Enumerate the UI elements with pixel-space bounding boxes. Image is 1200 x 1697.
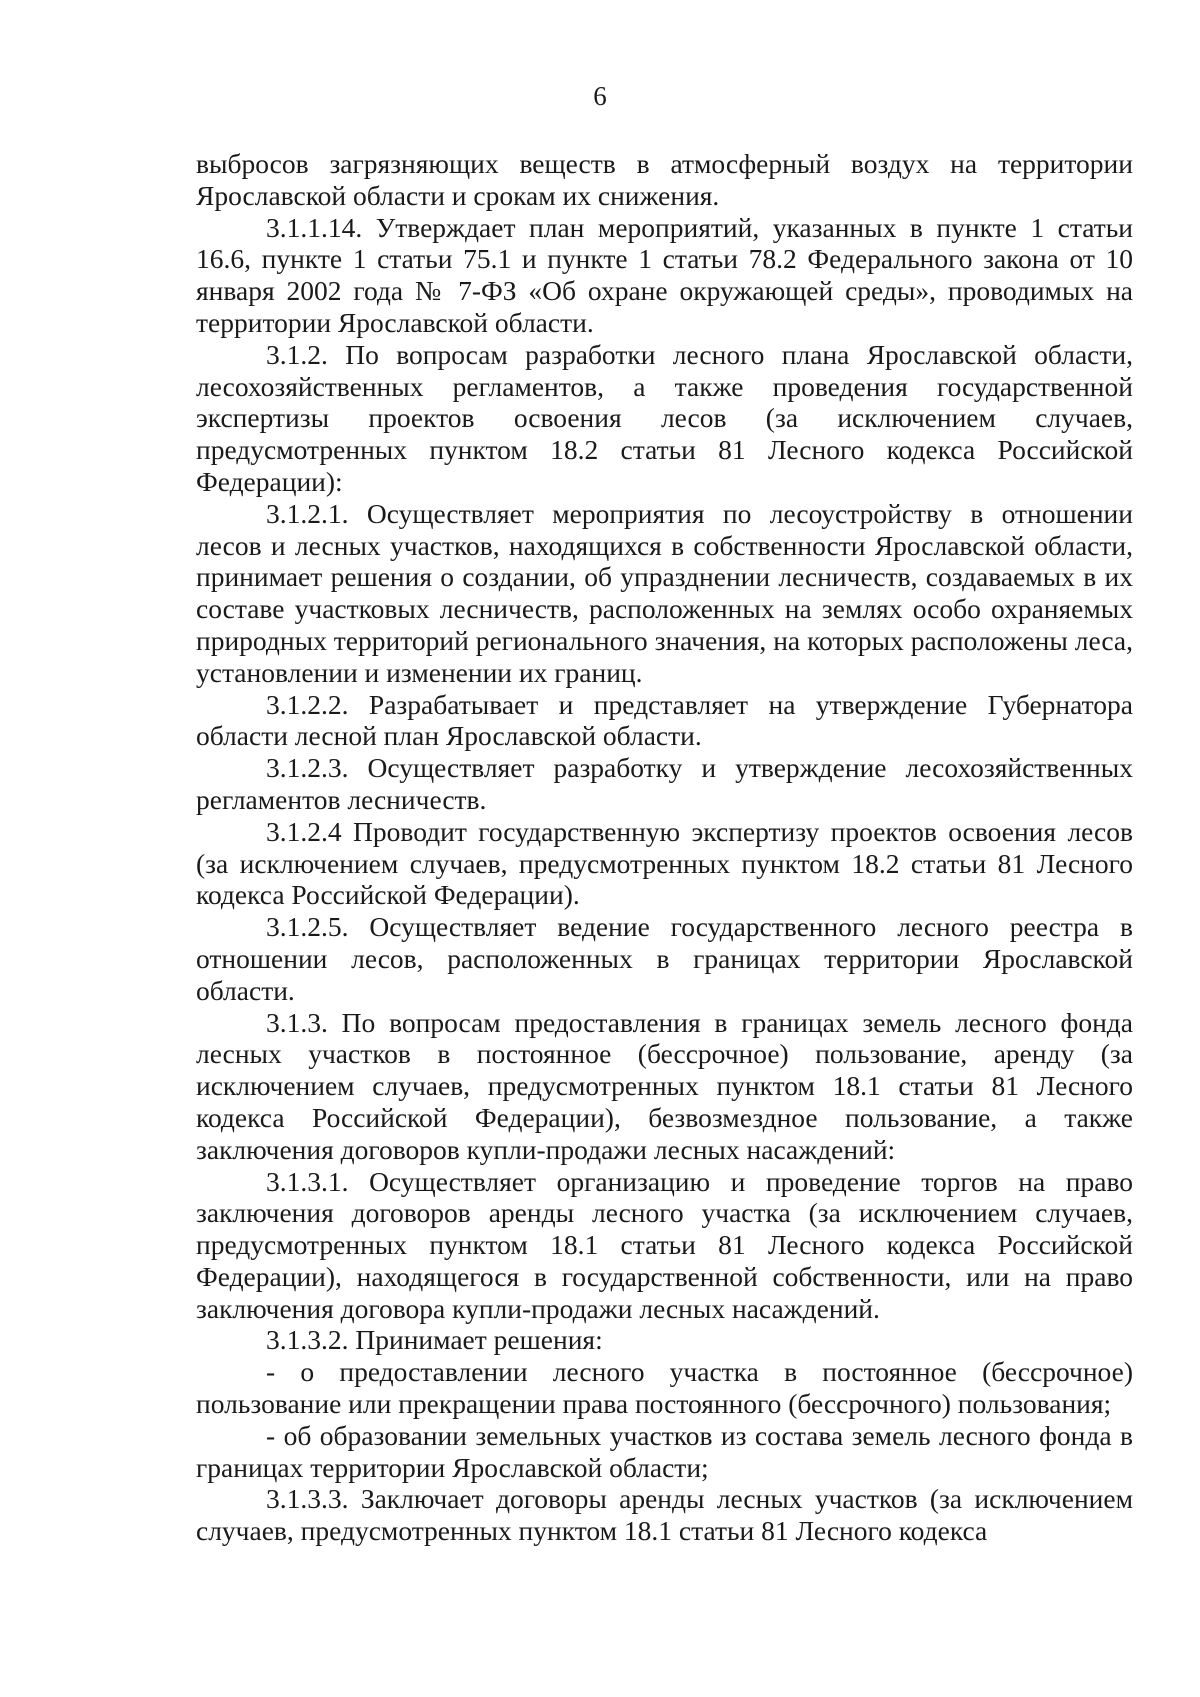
paragraph: - об образовании земельных участков из состава земель лесного фонда в границах территории Ярославской области; xyxy=(196,1419,1133,1483)
paragraph: 3.1.2.3. Осуществляет разработку и утверждение лесохозяйственных регламентов лесничеств. xyxy=(196,752,1133,815)
paragraph: 3.1.2. По вопросам разработки лесного плана Ярославской области, лесохозяйственных регламентов, а также проведения государственной экспертизы проектов освоения лесов (за исключением случаев, предусмотренных пунктом 18.2 статьи 81 Лесного кодекса Российской Федерации): xyxy=(196,338,1133,497)
paragraph: 3.1.2.2. Разрабатывает и представляет на утверждение Губернатора области лесной план Ярославской области. xyxy=(196,688,1133,752)
paragraph: - о предоставлении лесного участка в постоянное (бессрочное) пользование или прекращении права постоянного (бессрочного) пользования; xyxy=(196,1356,1133,1420)
paragraph: 3.1.3.1. Осуществляет организацию и проведение торгов на право заключения договоров аренды лесного участка (за исключением случаев, предусмотренных пунктом 18.1 статьи 81 Лесного кодекса Российской Федерации), находящегося в государственной собственности, или на право заключения договора купли-продажи лесных насаждений. xyxy=(196,1165,1133,1324)
paragraph: 3.1.1.14. Утверждает план мероприятий, указанных в пункте 1 статьи 16.6, пункте 1 статьи 75.1 и пункте 1 статьи 78.2 Федерального закона от 10 января 2002 года № 7-ФЗ «Об охране окружающей среды», проводимых на территории Ярославской области. xyxy=(196,211,1133,338)
document-body xyxy=(196,148,1133,1547)
paragraph: 3.1.2.4 Проводит государственную экспертизу проектов освоения лесов (за исключением случаев, предусмотренных пунктом 18.2 статьи 81 Лесного кодекса Российской Федерации). xyxy=(196,815,1133,911)
paragraph: 3.1.3. По вопросам предоставления в границах земель лесного фонда лесных участков в постоянное (бессрочное) пользование, аренду (за исключением случаев, предусмотренных пунктом 18.1 статьи 81 Лесного кодекса Российской Федерации), безвозмездное пользование, а также заключения договоров купли-продажи лесных насаждений: xyxy=(196,1006,1133,1165)
paragraph: 3.1.3.3. Заключает договоры аренды лесных участков (за исключением случаев, предусмотренных пунктом 18.1 статьи 81 Лесного кодекса xyxy=(196,1483,1133,1547)
page-number: 6 xyxy=(593,81,607,111)
paragraph: 3.1.2.1. Осуществляет мероприятия по лесоустройству в отношении лесов и лесных участков, находящихся в собственности Ярославской области, принимает решения о создании, об упразднении лесничеств, создаваемых в их составе участковых лесничеств, расположенных на землях особо охраняемых природных территорий регионального значения, на которых расположены леса, установлении и изменении их границ. xyxy=(196,497,1133,688)
paragraph: 3.1.3.2. Принимает решения: xyxy=(266,1324,603,1356)
paragraph: 3.1.2.5. Осуществляет ведение государственного лесного реестра в отношении лесов, расположенных в границах территории Ярославской области. xyxy=(196,911,1133,1006)
paragraph: выбросов загрязняющих веществ в атмосферный воздух на территории Ярославской области и срокам их снижения. xyxy=(196,148,1133,211)
